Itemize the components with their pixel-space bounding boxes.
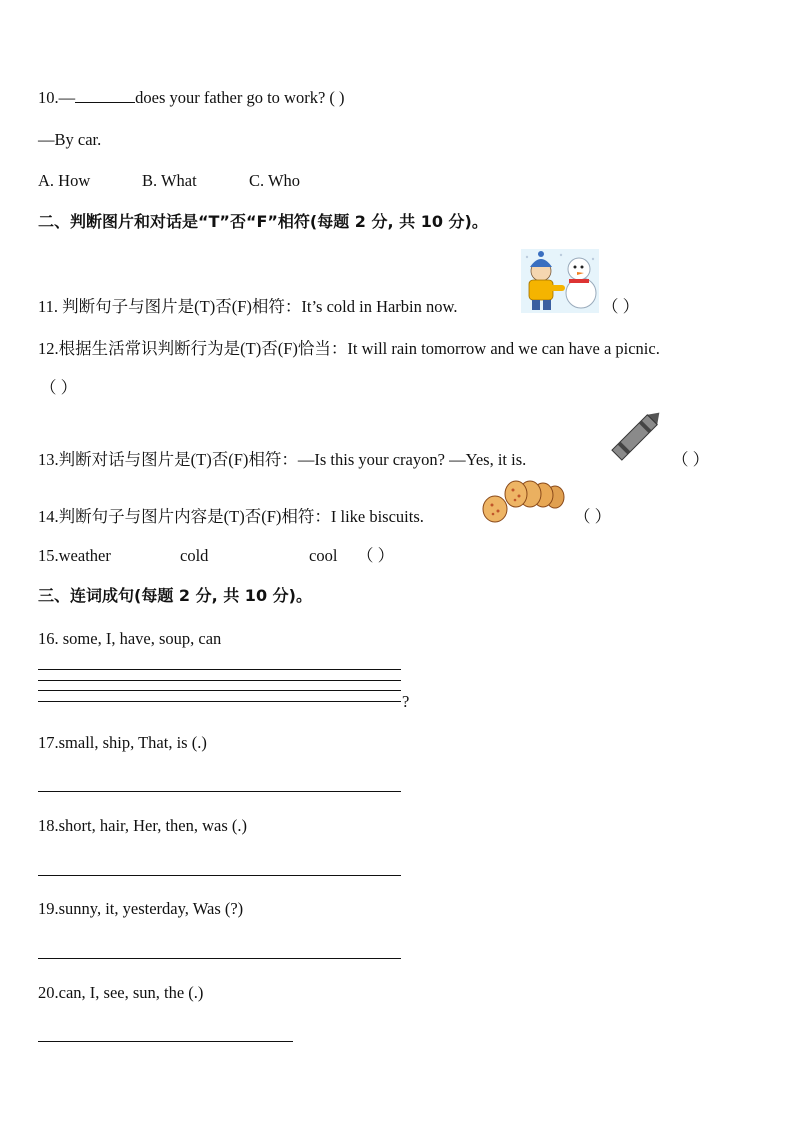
q15-word-3: cool bbox=[309, 546, 338, 565]
q10-options bbox=[38, 171, 300, 191]
question-10 bbox=[38, 88, 345, 108]
q14-answer-paren[interactable]: （ ） bbox=[574, 507, 612, 526]
answer-line[interactable] bbox=[38, 669, 401, 670]
question-12: 12.根据生活常识判断行为是(T)否(F)恰当：It will rain tomorrow and we can have a picnic. bbox=[38, 339, 660, 358]
biscuits-icon bbox=[481, 479, 565, 525]
boy-with-snowman-icon bbox=[521, 249, 599, 313]
section-2-title: 二、判断图片和对话是“T”否“F”相符(每题 2 分, 共 10 分)。 bbox=[38, 212, 488, 231]
question-19: 19.sunny, it, yesterday, Was (?) bbox=[38, 899, 244, 918]
answer-line[interactable] bbox=[38, 875, 401, 876]
q11-text: 11. 判断句子与图片是(T)否(F)相符：It’s cold in Harbin now. bbox=[38, 297, 458, 316]
question-16: 16. some, I, have, soup, can bbox=[38, 629, 222, 648]
answer-line[interactable] bbox=[38, 690, 401, 691]
answer-line[interactable] bbox=[38, 791, 401, 792]
option-c[interactable]: C. Who bbox=[249, 171, 301, 190]
question-17: 17.small, ship, That, is (.) bbox=[38, 733, 207, 752]
q13-answer-paren[interactable]: （ ） bbox=[672, 450, 710, 469]
q10-answer-line: —By car. bbox=[38, 130, 102, 149]
answer-blank[interactable] bbox=[75, 88, 135, 103]
q10-suffix: does your father go to work? ( ) bbox=[135, 88, 345, 107]
answer-line[interactable] bbox=[38, 1041, 293, 1042]
q16-end-mark: ? bbox=[402, 692, 410, 711]
q12-answer-paren[interactable]: （ ） bbox=[40, 378, 78, 397]
q15-word-1: 15.weather bbox=[38, 546, 111, 565]
q15-answer-paren[interactable]: （ ） bbox=[357, 546, 395, 565]
question-20: 20.can, I, see, sun, the (.) bbox=[38, 983, 204, 1002]
answer-line[interactable] bbox=[38, 680, 401, 681]
question-15 bbox=[38, 546, 394, 566]
option-a[interactable]: A. How bbox=[38, 171, 91, 190]
q15-word-2: cold bbox=[180, 546, 209, 565]
answer-line[interactable] bbox=[38, 701, 401, 702]
option-b[interactable]: B. What bbox=[142, 171, 197, 190]
q11-answer-paren[interactable]: （ ） bbox=[602, 297, 640, 316]
q10-prefix: 10.— bbox=[38, 88, 76, 107]
section-3-title: 三、连词成句(每题 2 分, 共 10 分)。 bbox=[38, 586, 312, 605]
question-18: 18.short, hair, Her, then, was (.) bbox=[38, 816, 247, 835]
question-13: 13.判断对话与图片是(T)否(F)相符：—Is this your crayon? —Yes, it is. bbox=[38, 450, 527, 469]
crayon-icon bbox=[607, 407, 665, 465]
question-11 bbox=[38, 297, 458, 317]
answer-line[interactable] bbox=[38, 958, 401, 959]
question-14: 14.判断句子与图片内容是(T)否(F)相符：I like biscuits. bbox=[38, 507, 424, 526]
